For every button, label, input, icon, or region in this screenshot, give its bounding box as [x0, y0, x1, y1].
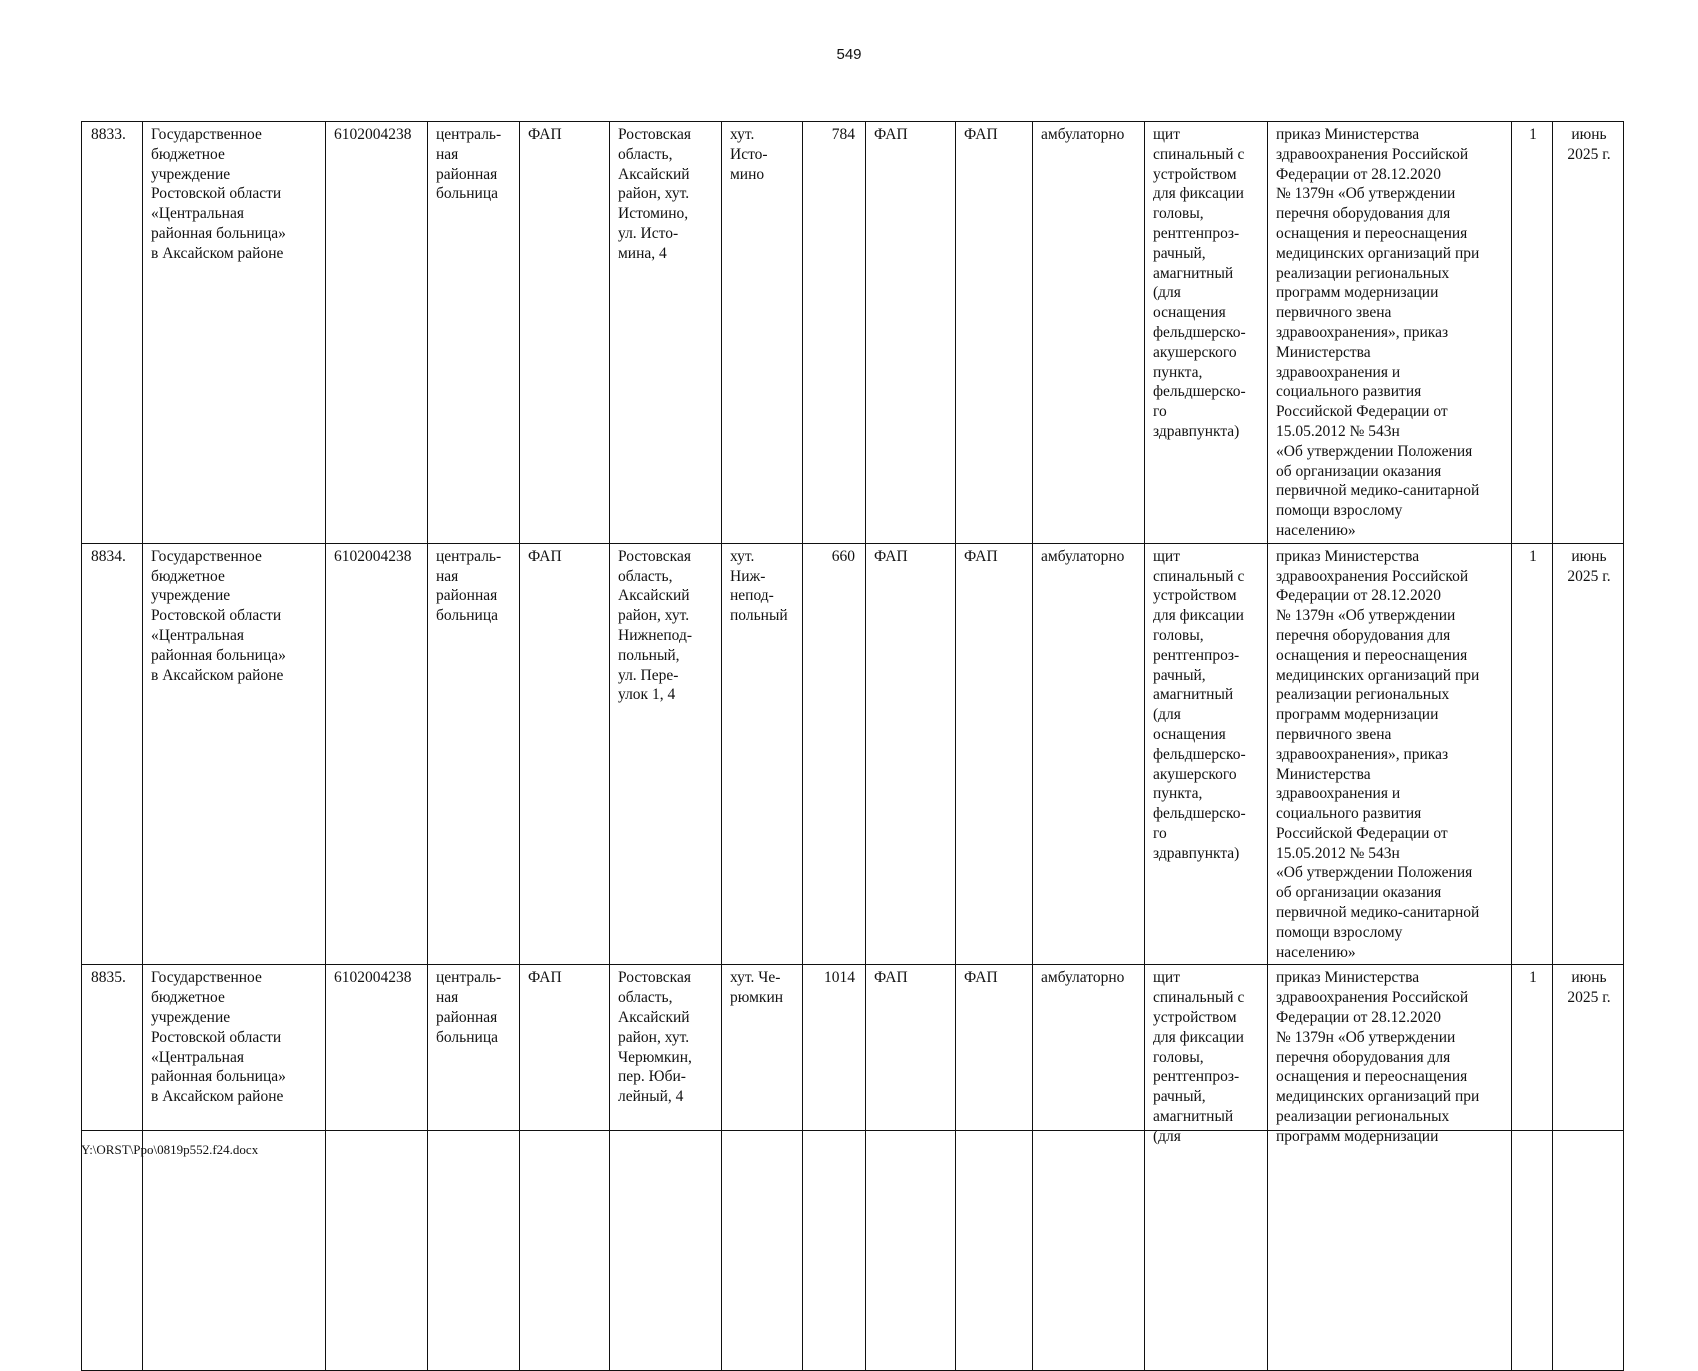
subunit-2: ФАП	[956, 965, 1033, 1371]
inn: 6102004238	[326, 965, 428, 1371]
population: 1014	[803, 965, 866, 1371]
equipment: щит спинальный с устройством для фиксации головы, рентгенпроз- рачный, амагнитный (для оснащения фельдшерско- акушерского пункта, фельдшерско- го здравпункта)	[1145, 122, 1268, 544]
subunit-2: ФАП	[956, 122, 1033, 544]
care-mode: амбулаторно	[1033, 122, 1145, 544]
equipment-table	[81, 121, 1624, 1371]
subunit-2: ФАП	[956, 543, 1033, 965]
date: июнь 2025 г.	[1553, 965, 1624, 1371]
equipment: щит спинальный с устройством для фиксации головы, рентгенпроз- рачный, амагнитный (для	[1145, 965, 1268, 1371]
file-path-footer: Y:\ORST\Ppo\0819p552.f24.docx	[81, 1142, 259, 1157]
legal-basis: приказ Министерства здравоохранения Российской Федерации от 28.12.2020 № 1379н «Об утверждении перечня оборудования для оснащения и переоснащения медицинских организаций при реализации региональных программ модернизации первичного звена здравоохранения», приказ Министерства здравоохранения и социального развития Российской Федерации от 15.05.2012 № 543н «Об утверждении Положения об организации оказания первичной медико-санитарной помощи взрослому населению»	[1268, 543, 1512, 965]
locality: хут. Че- рюмкин	[722, 965, 803, 1371]
address: Ростовская область, Аксайский район, хут. Черюмкин, пер. Юби- лейный, 4	[610, 965, 722, 1371]
unit-type: ФАП	[520, 965, 610, 1371]
subunit: ФАП	[866, 965, 956, 1371]
legal-basis: приказ Министерства здравоохранения Российской Федерации от 28.12.2020 № 1379н «Об утверждении перечня оборудования для оснащения и переоснащения медицинских организаций при реализации региональных программ модернизации	[1268, 965, 1512, 1371]
subunit: ФАП	[866, 122, 956, 544]
inn: 6102004238	[326, 543, 428, 965]
quantity: 1	[1512, 122, 1553, 544]
legal-basis: приказ Министерства здравоохранения Российской Федерации от 28.12.2020 № 1379н «Об утверждении перечня оборудования для оснащения и переоснащения медицинских организаций при реализации региональных программ модернизации первичного звена здравоохранения», приказ Министерства здравоохранения и социального развития Российской Федерации от 15.05.2012 № 543н «Об утверждении Положения об организации оказания первичной медико-санитарной помощи взрослому населению»	[1268, 122, 1512, 544]
row-number: 8835.	[82, 965, 143, 1371]
population: 784	[803, 122, 866, 544]
locality: хут. Ниж- непод- польный	[722, 543, 803, 965]
population: 660	[803, 543, 866, 965]
page-number: 549	[836, 46, 862, 63]
organization-type: централь- ная районная больница	[428, 122, 520, 544]
inn: 6102004238	[326, 122, 428, 544]
care-mode: амбулаторно	[1033, 543, 1145, 965]
care-mode: амбулаторно	[1033, 965, 1145, 1371]
organization-name: Государственное бюджетное учреждение Ростовской области «Центральная районная больница» в Аксайском районе	[143, 965, 326, 1371]
locality: хут. Исто- мино	[722, 122, 803, 544]
equipment: щит спинальный с устройством для фиксации головы, рентгенпроз- рачный, амагнитный (для оснащения фельдшерско- акушерского пункта, фельдшерско- го здравпункта)	[1145, 543, 1268, 965]
address: Ростовская область, Аксайский район, хут. Истомино, ул. Исто- мина, 4	[610, 122, 722, 544]
organization-name: Государственное бюджетное учреждение Ростовской области «Центральная районная больница» в Аксайском районе	[143, 543, 326, 965]
quantity: 1	[1512, 543, 1553, 965]
subunit: ФАП	[866, 543, 956, 965]
table-row	[82, 122, 1624, 544]
date: июнь 2025 г.	[1553, 543, 1624, 965]
organization-type: централь- ная районная больница	[428, 543, 520, 965]
row-number: 8834.	[82, 543, 143, 965]
table-row	[82, 543, 1624, 965]
unit-type: ФАП	[520, 122, 610, 544]
address: Ростовская область, Аксайский район, хут. Нижнепод- польный, ул. Пере- улок 1, 4	[610, 543, 722, 965]
date: июнь 2025 г.	[1553, 122, 1624, 544]
quantity: 1	[1512, 965, 1553, 1371]
equipment-table-wrapper	[81, 121, 1623, 1145]
table-row	[82, 965, 1624, 1371]
organization-type: централь- ная районная больница	[428, 965, 520, 1371]
organization-name: Государственное бюджетное учреждение Ростовской области «Центральная районная больница» в Аксайском районе	[143, 122, 326, 544]
row-number: 8833.	[82, 122, 143, 544]
unit-type: ФАП	[520, 543, 610, 965]
